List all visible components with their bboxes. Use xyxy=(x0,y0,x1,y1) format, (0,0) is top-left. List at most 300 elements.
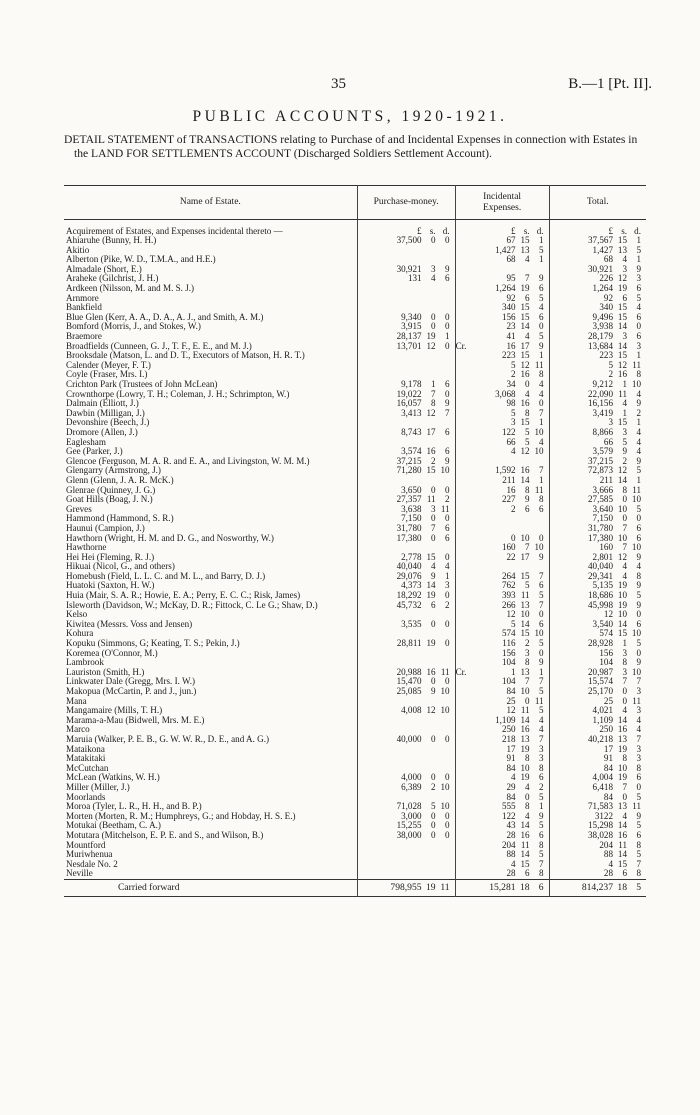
amount-pounds: 16,057 xyxy=(396,398,422,409)
amount-shillings: 15 xyxy=(520,311,530,322)
estate-name-text: Lambrook xyxy=(66,657,104,668)
amount-pounds: 84 xyxy=(603,762,613,773)
purchase-money-cell xyxy=(357,342,455,352)
amount-shillings: 0 xyxy=(431,532,436,543)
amount-pounds: 13,701 xyxy=(396,340,422,351)
amount-shillings: 2 xyxy=(622,455,627,466)
amount-pounds: 104 xyxy=(501,676,516,687)
purchase-money-cell xyxy=(357,860,455,870)
estate-name xyxy=(64,735,357,745)
amount-pounds: 1,427 xyxy=(495,244,516,255)
estate-name-text: Kiwitea (Messrs. Voss and Jensen) xyxy=(66,618,193,629)
amount-pence: 4 xyxy=(636,436,641,447)
amount-pounds: 84 xyxy=(506,791,516,802)
amount-pounds: 2 xyxy=(608,369,613,380)
amount-shillings: 19 xyxy=(617,283,627,294)
amount-pence: 0 xyxy=(445,810,450,821)
incidental-expenses-cell xyxy=(455,610,549,620)
page-title: PUBLIC ACCOUNTS, 1920-1921. xyxy=(192,108,508,125)
amount-pence: 1 xyxy=(636,474,641,485)
total-cell xyxy=(549,735,646,745)
amount-pence: 11 xyxy=(440,503,450,514)
amount-pence: 6 xyxy=(636,618,641,629)
amount-pence: 0 xyxy=(636,513,641,524)
incidental-expenses-cell xyxy=(455,821,549,831)
amount-shillings: 13 xyxy=(617,733,627,744)
amount-pounds: 7,150 xyxy=(401,513,422,524)
amount-pence: 7 xyxy=(539,676,544,687)
estate-name-text: Miller (Miller, J.) xyxy=(66,781,130,792)
amount-pounds: 9,340 xyxy=(401,311,422,322)
amount-pounds: 15,298 xyxy=(587,820,613,831)
amount-shillings: 10 xyxy=(617,532,627,543)
amount-shillings: 19 xyxy=(617,772,627,783)
credit-marker: Cr. xyxy=(455,340,467,351)
amount-pence: 4 xyxy=(636,426,641,437)
amount-shillings: 7 xyxy=(622,522,627,533)
amount-pounds: 15,255 xyxy=(396,820,422,831)
amount-pence: 6 xyxy=(445,273,450,284)
amount-shillings: 11 xyxy=(618,839,627,850)
amount-pounds: 5 xyxy=(511,618,516,629)
table-row xyxy=(64,438,646,448)
amount-pounds: 3,000 xyxy=(401,810,422,821)
table-row xyxy=(64,514,646,524)
amount-pounds: 3,535 xyxy=(401,618,422,629)
amount-pounds: 30,921 xyxy=(396,263,422,274)
total-cell xyxy=(549,850,646,860)
amount-pence: 2 xyxy=(539,781,544,792)
amount-shillings: 0 xyxy=(622,686,627,696)
amount-shillings: 10 xyxy=(617,762,627,773)
purchase-money-cell xyxy=(357,534,455,544)
amount-shillings: 10 xyxy=(617,609,627,620)
table-row xyxy=(64,841,646,851)
amount-pence: 6 xyxy=(445,379,450,389)
table-row xyxy=(64,284,646,294)
amount-pounds: 2 xyxy=(511,503,516,514)
amount-pounds: 9,212 xyxy=(592,379,613,389)
amount-shillings: 15 xyxy=(520,302,530,313)
purchase-money-cell xyxy=(357,274,455,284)
amount-shillings: 12 xyxy=(617,273,627,284)
table-row xyxy=(64,850,646,860)
amount-shillings: 15 xyxy=(617,350,627,361)
amount-pounds: 3,540 xyxy=(592,618,613,629)
amount-shillings: 2 xyxy=(431,455,436,466)
page-number: 35 xyxy=(331,76,346,92)
amount-pounds: 92 xyxy=(506,292,516,303)
amount-pence: 1 xyxy=(539,474,544,485)
header-incidental: Incidental Expenses. xyxy=(455,186,549,220)
amount-pence: 7 xyxy=(445,407,450,418)
estate-name-text: Dromore (Allen, J.) xyxy=(66,426,138,437)
amount-pounds: 31,780 xyxy=(396,522,422,533)
estate-name-text: Crichton Park (Trustees of John McLean) xyxy=(66,379,218,389)
table-row xyxy=(64,418,646,428)
unit-d: d. xyxy=(536,225,544,236)
amount-pounds: 9,178 xyxy=(401,379,422,389)
amount-shillings: 15 xyxy=(617,858,627,869)
amount-pounds: 5 xyxy=(511,359,516,370)
amount-pounds: 37,567 xyxy=(587,235,613,246)
amount-pence: 0 xyxy=(445,733,450,744)
estate-name xyxy=(64,716,357,726)
estate-name-text: Kopuku (Simmons, G; Keating, T. S.; Pekin, J.) xyxy=(66,638,240,649)
amount-pence: 2 xyxy=(636,407,641,418)
amount-pounds: 91 xyxy=(603,753,613,764)
amount-pence: 9 xyxy=(539,551,544,562)
estate-name-text: Moorlands xyxy=(66,791,106,802)
amount-shillings: 0 xyxy=(525,379,530,389)
amount-pence: 7 xyxy=(636,858,641,869)
amount-shillings: 15 xyxy=(520,235,530,246)
amount-pounds: 122 xyxy=(501,426,516,437)
estate-name-text: Ardkeen (Nilsson, M. and M. S. J.) xyxy=(66,283,195,294)
amount-pounds: 68 xyxy=(603,254,613,265)
amount-pence: 0 xyxy=(445,551,450,562)
amount-shillings: 19 xyxy=(426,331,436,342)
amount-pence: 0 xyxy=(445,618,450,629)
amount-pence: 9 xyxy=(636,580,641,591)
amount-pounds: 34 xyxy=(506,379,516,389)
table-row xyxy=(64,860,646,870)
estate-name-text: Gee (Parker, J.) xyxy=(66,446,123,457)
amount-pounds: 23 xyxy=(506,321,516,332)
amount-pence: 11 xyxy=(632,484,641,495)
amount-shillings: 0 xyxy=(431,618,436,629)
incidental-expenses-cell xyxy=(455,764,549,774)
estate-name-text: Hikuai (Nicol, G., and others) xyxy=(66,561,175,572)
amount-shillings: 4 xyxy=(525,810,530,821)
amount-pounds: 3,413 xyxy=(401,407,422,418)
amount-pounds: 20,987 xyxy=(587,666,613,677)
amount-shillings: 15 xyxy=(617,628,627,639)
amount-pounds: 71,028 xyxy=(396,801,422,812)
total-cell xyxy=(549,246,646,256)
amount-pounds: 4,000 xyxy=(401,772,422,783)
incidental-expenses-cell xyxy=(455,850,549,860)
amount-pounds: 27,357 xyxy=(396,494,422,505)
amount-shillings: 8 xyxy=(525,657,530,668)
table-row xyxy=(64,783,646,793)
amount-pounds: 5 xyxy=(608,359,613,370)
amount-shillings: 16 xyxy=(617,724,627,735)
amount-pence: 6 xyxy=(539,283,544,294)
table-row xyxy=(64,869,646,879)
amount-pence: 4 xyxy=(636,714,641,725)
estate-name xyxy=(64,687,357,697)
amount-shillings: 3 xyxy=(431,263,436,274)
total-cell xyxy=(549,716,646,726)
amount-pence: 10 xyxy=(631,666,641,677)
amount-pounds: 266 xyxy=(501,599,516,610)
amount-pounds: 16,156 xyxy=(587,398,613,409)
amount-shillings: 4 xyxy=(622,810,627,821)
amount-pence: 1 xyxy=(636,417,641,428)
amount-pounds: 2 xyxy=(511,369,516,380)
amount-shillings: 10 xyxy=(520,762,530,773)
amount-pounds: 19,022 xyxy=(396,388,422,399)
amount-shillings: 8 xyxy=(525,801,530,812)
estate-name xyxy=(64,649,357,659)
amount-pounds: 3,640 xyxy=(592,503,613,514)
amount-pounds: 38,028 xyxy=(587,829,613,840)
amount-pence: 4 xyxy=(636,302,641,313)
amount-shillings: 10 xyxy=(520,609,530,620)
amount-pence: 10 xyxy=(631,628,641,639)
table-row xyxy=(64,601,646,611)
amount-shillings: 6 xyxy=(622,292,627,303)
purchase-money-cell xyxy=(357,745,455,755)
amount-pence: 6 xyxy=(539,580,544,591)
amount-pounds: 28 xyxy=(506,868,516,879)
amount-pounds: 31,780 xyxy=(587,522,613,533)
table-row xyxy=(64,620,646,630)
amount-shillings: 12 xyxy=(617,551,627,562)
amount-pounds: 8,743 xyxy=(401,426,422,437)
amount-shillings: 8 xyxy=(622,484,627,495)
amount-shillings: 0 xyxy=(431,676,436,687)
incidental-expenses-cell xyxy=(455,390,549,400)
amount-pence: 11 xyxy=(632,801,641,812)
amount-pence: 7 xyxy=(539,407,544,418)
purchase-money-cell xyxy=(357,869,455,879)
amount-pounds: 17,380 xyxy=(587,532,613,543)
estate-name-text: Bankfield xyxy=(66,302,102,313)
amount-shillings: 5 xyxy=(622,436,627,447)
estate-name xyxy=(64,869,357,879)
amount-pence: 5 xyxy=(539,686,544,696)
page-header xyxy=(0,76,700,96)
amount-pence: 9 xyxy=(539,657,544,668)
amount-shillings: 8 xyxy=(431,398,436,409)
amount-pence: 0 xyxy=(636,647,641,658)
amount-pence: 6 xyxy=(539,503,544,514)
amount-pence: 11 xyxy=(534,484,544,495)
total-cell xyxy=(549,342,646,352)
unit-p: £ xyxy=(417,225,422,236)
estate-name-text: Mana xyxy=(66,695,87,706)
header-purchase: Purchase-money. xyxy=(357,186,455,220)
amount-pounds: 28,179 xyxy=(587,331,613,342)
amount-pounds: 71,583 xyxy=(587,801,613,812)
amount-pounds: 7,150 xyxy=(592,513,613,524)
amount-pence: 9 xyxy=(636,599,641,610)
estate-name xyxy=(64,495,357,505)
amount-shillings: 5 xyxy=(525,426,530,437)
amount-pounds: 28 xyxy=(603,868,613,879)
amount-pounds: 104 xyxy=(599,657,613,668)
incidental-expenses-cell xyxy=(455,428,549,438)
estate-name-text: Calender (Meyer, F. T.) xyxy=(66,359,151,370)
amount-shillings: 0 xyxy=(431,321,436,332)
amount-pounds: 250 xyxy=(501,724,516,735)
amount-pence: 8 xyxy=(636,369,641,380)
amount-shillings: 2 xyxy=(525,638,530,649)
amount-shillings: 3 xyxy=(622,666,627,677)
amount-pounds: 28,811 xyxy=(396,638,422,649)
purchase-money-cell xyxy=(357,850,455,860)
estate-name-text: Morten (Morten, R. M.; Humphreys, G.; and Hobday, H. S. E.) xyxy=(66,810,296,821)
estate-name-text: Glencoe (Ferguson, M. A. R. and E. A., and Livingston, W. M. M.) xyxy=(66,455,310,466)
amount-shillings: 19 xyxy=(425,881,436,893)
amount-pence: 7 xyxy=(539,733,544,744)
amount-shillings: 16 xyxy=(520,369,530,380)
estate-name-text: Mataikona xyxy=(66,743,105,754)
amount-shillings: 14 xyxy=(520,714,530,725)
amount-pence: 1 xyxy=(539,254,544,265)
table-row xyxy=(64,754,646,764)
amount-pence: 1 xyxy=(539,666,544,677)
estate-name xyxy=(64,860,357,870)
amount-shillings: 19 xyxy=(617,743,627,754)
total-cell xyxy=(549,428,646,438)
estate-name-text: Haunui (Campion, J.) xyxy=(66,522,145,533)
amount-pence: 8 xyxy=(539,369,544,380)
estate-name-text: Mangamaire (Mills, T. H.) xyxy=(66,705,163,716)
incidental-expenses-cell xyxy=(455,514,549,524)
table-body xyxy=(64,220,646,897)
amount-shillings: 11 xyxy=(520,590,530,601)
amount-shillings: 8 xyxy=(525,753,530,764)
amount-shillings: 6 xyxy=(525,868,530,879)
incidental-expenses-cell xyxy=(455,812,549,822)
amount-pence: 9 xyxy=(539,810,544,821)
amount-pence: 1 xyxy=(636,235,641,246)
amount-shillings: 15 xyxy=(520,417,530,428)
amount-shillings: 14 xyxy=(617,714,627,725)
estate-name-text: Huatoki (Saxton, H. W.) xyxy=(66,580,155,591)
estate-name-text: Bomford (Morris, J., and Stokes, W.) xyxy=(66,321,201,332)
amount-pence: 9 xyxy=(636,810,641,821)
amount-shillings: 18 xyxy=(617,881,627,893)
amount-pence: 8 xyxy=(636,570,641,581)
amount-pence: 0 xyxy=(445,321,450,332)
estate-name-text: Glengarry (Armstrong, J.) xyxy=(66,465,161,476)
amount-pounds: 98 xyxy=(506,398,516,409)
estate-name-text: Hawthorn (Wright, H. M. and D. G., and Nosworthy, W.) xyxy=(66,532,274,543)
amount-pounds: 18,686 xyxy=(587,590,613,601)
amount-pence: 0 xyxy=(445,590,450,601)
amount-shillings: 1 xyxy=(622,379,627,389)
amount-shillings: 7 xyxy=(431,388,436,399)
amount-pence: 5 xyxy=(539,331,544,342)
amount-pence: 2 xyxy=(445,599,450,610)
amount-pounds: 1,109 xyxy=(592,714,613,725)
estate-name-text: Motukai (Beetham, C. A.) xyxy=(66,820,161,831)
amount-pounds: 17,380 xyxy=(396,532,422,543)
purchase-money-cell xyxy=(357,620,455,630)
amount-shillings: 15 xyxy=(520,628,530,639)
amount-shillings: 16 xyxy=(520,398,530,409)
amount-pounds: 3,666 xyxy=(592,484,613,495)
amount-pounds: 4 xyxy=(511,772,516,783)
amount-shillings: 15 xyxy=(520,570,530,581)
amount-shillings: 13 xyxy=(617,244,627,255)
amount-shillings: 0 xyxy=(622,791,627,802)
incidental-expenses-cell xyxy=(455,322,549,332)
amount-shillings: 11 xyxy=(426,494,436,505)
incidental-expenses-cell xyxy=(455,773,549,783)
unit-p: £ xyxy=(511,225,516,236)
amount-shillings: 6 xyxy=(431,599,436,610)
amount-pounds: 204 xyxy=(501,839,516,850)
amount-pence: 9 xyxy=(445,263,450,274)
amount-pounds: 3,419 xyxy=(592,407,613,418)
amount-pence: 4 xyxy=(539,724,544,735)
purchase-money-cell xyxy=(357,294,455,304)
incidental-expenses-cell xyxy=(455,697,549,707)
estate-name xyxy=(64,534,357,544)
amount-pence: 0 xyxy=(636,321,641,332)
amount-shillings: 5 xyxy=(431,801,436,812)
amount-pounds: 27,585 xyxy=(587,494,613,505)
amount-shillings: 14 xyxy=(617,618,627,629)
estate-name-text: Marama-a-Mau (Bidwell, Mrs. M. E.) xyxy=(66,714,205,725)
amount-pence: 10 xyxy=(440,781,450,792)
total-cell xyxy=(549,841,646,851)
amount-shillings: 3 xyxy=(525,647,530,658)
estate-name xyxy=(64,428,357,438)
amount-shillings: 14 xyxy=(520,618,530,629)
amount-pence: 8 xyxy=(636,868,641,879)
amount-pence: 5 xyxy=(636,881,641,893)
estate-name-text: Blue Glen (Kerr, A. A., D. A., A. J., and Smith, A. M.) xyxy=(66,311,264,322)
amount-pounds: 574 xyxy=(501,628,516,639)
amount-pence: 8 xyxy=(539,494,544,505)
amount-pounds: 160 xyxy=(501,542,516,553)
amount-pence: 0 xyxy=(445,484,450,495)
table-row xyxy=(64,294,646,304)
amount-pence: 9 xyxy=(636,398,641,409)
amount-pence: 9 xyxy=(636,263,641,274)
carried-forward-row xyxy=(64,879,646,897)
amount-shillings: 6 xyxy=(525,503,530,514)
amount-shillings: 4 xyxy=(622,398,627,409)
incidental-expenses-cell xyxy=(455,735,549,745)
table-row xyxy=(64,236,646,246)
estate-name xyxy=(64,745,357,755)
amount-pence: 6 xyxy=(445,522,450,533)
table-header-row xyxy=(64,186,646,220)
amount-pounds: 3,938 xyxy=(592,321,613,332)
amount-pence: 6 xyxy=(636,522,641,533)
amount-shillings: 19 xyxy=(617,580,627,591)
incidental-expenses-cell xyxy=(455,505,549,515)
amount-pounds: 1,427 xyxy=(592,244,613,255)
amount-shillings: 14 xyxy=(617,849,627,860)
total-cell xyxy=(549,639,646,649)
purchase-money-cell xyxy=(357,601,455,611)
amount-pence: 5 xyxy=(539,292,544,303)
amount-shillings: 12 xyxy=(520,359,530,370)
amount-shillings: 13 xyxy=(520,599,530,610)
amount-pence: 7 xyxy=(636,733,641,744)
incidental-expenses-cell xyxy=(455,332,549,342)
amount-shillings: 12 xyxy=(617,359,627,370)
amount-pence: 10 xyxy=(440,465,450,476)
amount-pounds: 12 xyxy=(506,705,516,716)
table-row xyxy=(64,390,646,400)
incidental-expenses-cell xyxy=(455,658,549,668)
purchase-money-cell xyxy=(357,754,455,764)
amount-pounds: 95 xyxy=(506,273,516,284)
amount-pence: 6 xyxy=(636,829,641,840)
purchase-money-cell xyxy=(357,361,455,371)
estate-name-text: Dalmain (Elliott, J.) xyxy=(66,398,139,409)
amount-shillings: 10 xyxy=(617,590,627,601)
